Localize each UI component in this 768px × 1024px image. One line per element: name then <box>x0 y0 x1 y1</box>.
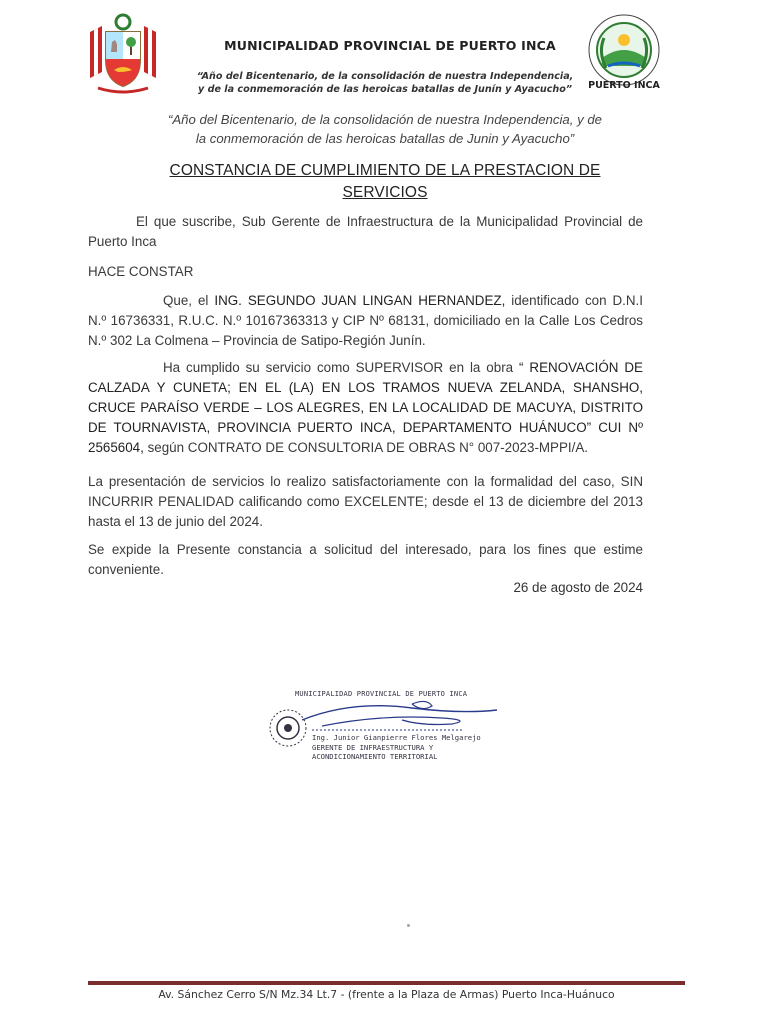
document-title-line-2: SERVICIOS <box>342 184 428 201</box>
identification-text-a: Que, el <box>163 293 215 308</box>
engineer-name: ING. SEGUNDO JUAN LINGAN HERNANDEZ, <box>214 293 506 308</box>
identification-paragraph <box>88 291 643 351</box>
sub-year-line-2: la conmemoración de las heroicas batallas de Junin y Ayacucho” <box>195 131 575 146</box>
stamp-header: MUNICIPALIDAD PROVINCIAL DE PUERTO INCA <box>295 690 468 698</box>
logo-right-label: PUERTO INCA <box>588 80 660 91</box>
hace-constar-heading: HACE CONSTAR <box>88 264 194 279</box>
intro-paragraph: El que suscribe, Sub Gerente de Infraestructura de la Municipalidad Provincial de Puerto Inca <box>88 214 643 249</box>
header-year-line-2: y de la conmemoración de las heroicas batallas de Junín y Ayacucho” <box>198 84 572 95</box>
municipality-title: MUNICIPALIDAD PROVINCIAL DE PUERTO INCA <box>224 38 556 53</box>
project-name: “ RENOVACIÓN DE CALZADA Y CUNETA; EN EL (LA) EN LOS TRAMOS NUEVA ZELANDA, SHANSHO, CRUCE PARAÍSO VERDE – LOS ALEGRES, EN LA LOCALIDAD DE MACUYA, DISTRITO DE TOURNAVISTA, PROVINCIA PUERTO INCA, DEPARTAMENTO HUÁNUCO” CUI Nº 2565604, <box>88 360 643 455</box>
identification-text-b: identificado con D.N.I N.º 16736331, R.U.C. N.º 10167363313 y CIP Nº 68131, domiciliado en la Calle Los Cedros N.º 302 La Colmena – Provincia de Satipo-Región Junín. <box>88 293 643 348</box>
footer-divider <box>88 981 685 985</box>
service-paragraph <box>88 358 643 458</box>
signatory-role-1: GERENTE DE INFRAESTRUCTURA Y <box>312 742 434 752</box>
performance-paragraph: La presentación de servicios lo realizo satisfactoriamente con la formalidad del caso, SIN INCURRIR PENALIDAD calificando como EXCELENTE; desde el 13 de diciembre del 2013 hasta el 13 de junio del 2024. <box>88 474 643 529</box>
signatory-block <box>312 733 492 762</box>
document-title <box>150 160 620 204</box>
official-seal-stamp <box>268 708 308 748</box>
stray-mark <box>407 924 410 927</box>
sub-year-line-1: “Año del Bicentenario, de la consolidación de nuestra Independencia, y de <box>167 112 603 127</box>
signatory-name: Ing. Junior Gianpierre Flores Melgarejo <box>312 733 481 742</box>
service-text-c: según CONTRATO DE CONSULTORIA DE OBRAS N° 007-2023-MPPI/A. <box>143 440 589 455</box>
document-title-line-1: CONSTANCIA DE CUMPLIMIENTO DE LA PRESTACION DE <box>169 162 601 179</box>
footer-address: Av. Sánchez Cerro S/N Mz.34 Lt.7 - (frente a la Plaza de Armas) Puerto Inca-Huánuco <box>158 988 615 1001</box>
header-year-motto <box>140 70 630 96</box>
header-year-line-1: “Año del Bicentenario, de la consolidación de nuestra Independencia, <box>196 71 574 82</box>
issuance-paragraph: Se expide la Presente constancia a solicitud del interesado, para los fines que estime conveniente. <box>88 542 643 577</box>
signatory-role-2: ACONDICIONAMIENTO TERRITORIAL <box>312 752 438 761</box>
document-date: 26 de agosto de 2024 <box>513 580 643 595</box>
sub-year-motto <box>120 110 650 148</box>
service-text-a: Ha cumplido su servicio como SUPERVISOR en la obra <box>163 360 520 375</box>
